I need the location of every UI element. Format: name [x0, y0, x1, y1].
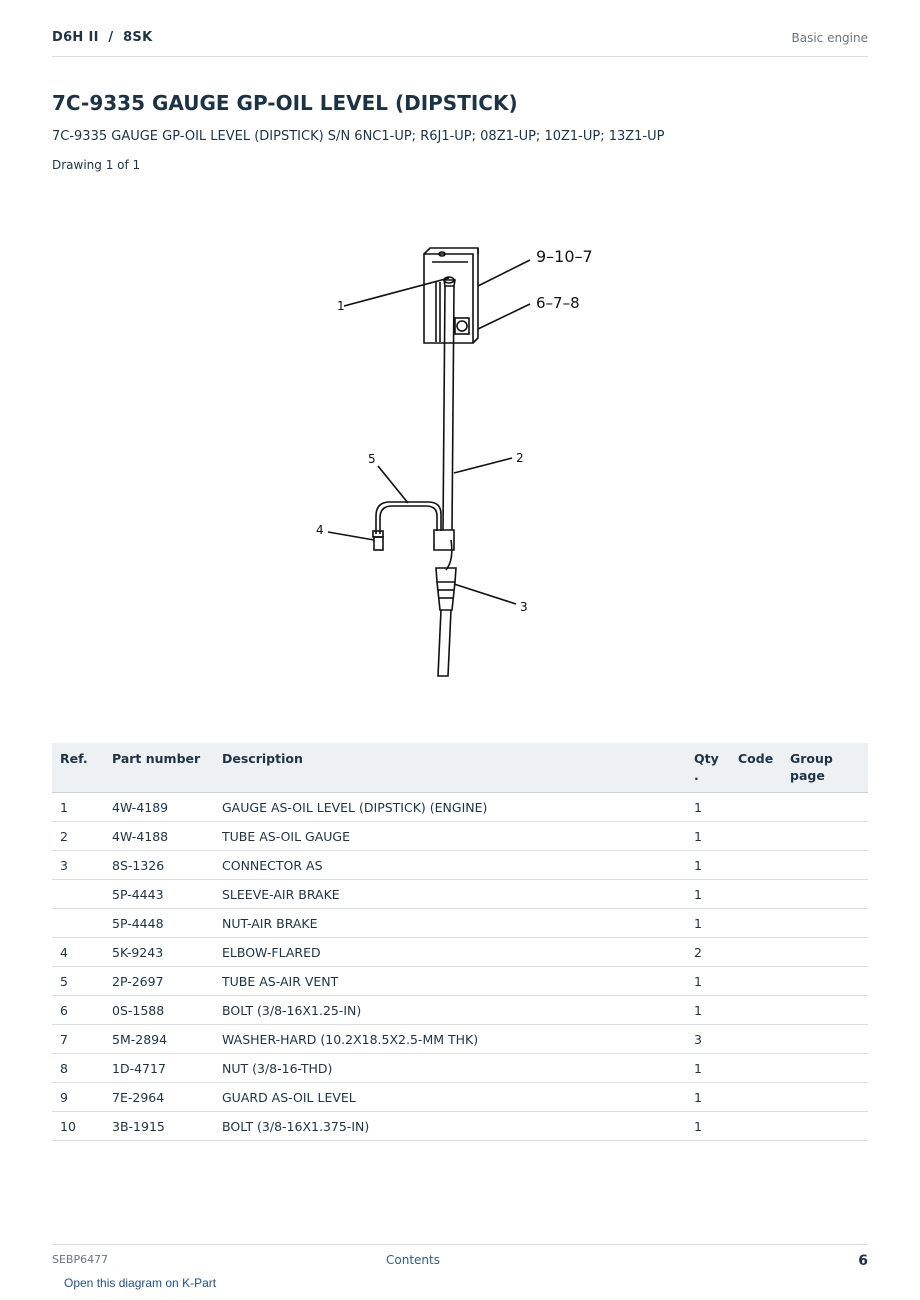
cell-group-page — [782, 1025, 868, 1054]
table-row — [52, 851, 868, 880]
cell-part-number: 3B-1915 — [104, 1112, 214, 1141]
cell-part-number: 7E-2964 — [104, 1083, 214, 1112]
cell-group-page — [782, 1112, 868, 1141]
cell-part-number: 5P-4448 — [104, 909, 214, 938]
callout-2: 2 — [516, 451, 524, 465]
callout-4: 4 — [316, 523, 324, 537]
gauge-tube — [443, 286, 454, 530]
col-code: Code — [730, 743, 782, 793]
cell-ref: 3 — [52, 851, 104, 880]
cell-ref: 4 — [52, 938, 104, 967]
cell-qty: 2 — [686, 938, 730, 967]
cell-group-page — [782, 1054, 868, 1083]
cell-qty: 1 — [686, 1054, 730, 1083]
cell-part-number: 4W-4189 — [104, 793, 214, 822]
cell-group-page — [782, 967, 868, 996]
cell-part-number: 5M-2894 — [104, 1025, 214, 1054]
cell-part-number: 5K-9243 — [104, 938, 214, 967]
cell-description: BOLT (3/8-16X1.375-IN) — [214, 1112, 686, 1141]
cell-code — [730, 793, 782, 822]
cell-part-number: 8S-1326 — [104, 851, 214, 880]
cell-group-page — [782, 822, 868, 851]
cell-code — [730, 851, 782, 880]
col-description: Description — [214, 743, 686, 793]
cell-qty: 1 — [686, 996, 730, 1025]
cell-group-page — [782, 938, 868, 967]
parts-table-body — [52, 793, 868, 1141]
cell-code — [730, 1083, 782, 1112]
cell-description: SLEEVE-AIR BRAKE — [214, 880, 686, 909]
cell-code — [730, 822, 782, 851]
cell-ref — [52, 880, 104, 909]
cell-code — [730, 938, 782, 967]
parts-diagram — [240, 200, 700, 700]
cell-qty: 1 — [686, 793, 730, 822]
cell-description: GAUGE AS-OIL LEVEL (DIPSTICK) (ENGINE) — [214, 793, 686, 822]
col-group-page: Group page — [782, 743, 868, 793]
kpart-diagram-link[interactable]: Open this diagram on K-Part — [64, 1276, 217, 1290]
cell-description: ELBOW-FLARED — [214, 938, 686, 967]
cell-code — [730, 1025, 782, 1054]
cell-group-page — [782, 793, 868, 822]
cell-part-number: 1D-4717 — [104, 1054, 214, 1083]
callout-1: 1 — [337, 299, 345, 313]
callout-3: 3 — [520, 600, 528, 614]
col-ref: Ref. — [52, 743, 104, 793]
cell-code — [730, 909, 782, 938]
table-row — [52, 996, 868, 1025]
cell-qty: 1 — [686, 880, 730, 909]
cell-ref: 9 — [52, 1083, 104, 1112]
cell-code — [730, 1054, 782, 1083]
col-qty: Qty . — [686, 743, 730, 793]
cell-description: TUBE AS-OIL GAUGE — [214, 822, 686, 851]
page-footer — [52, 1244, 868, 1275]
callout-9-10-7: 9–10–7 — [536, 247, 593, 266]
cell-ref: 1 — [52, 793, 104, 822]
cell-ref: 6 — [52, 996, 104, 1025]
cell-part-number: 0S-1588 — [104, 996, 214, 1025]
cell-ref: 7 — [52, 1025, 104, 1054]
table-row — [52, 1025, 868, 1054]
document-id: SEBP6477 — [52, 1253, 109, 1266]
cell-ref: 10 — [52, 1112, 104, 1141]
cell-code — [730, 967, 782, 996]
cell-code — [730, 996, 782, 1025]
section-label: Basic engine — [791, 31, 868, 45]
table-row — [52, 967, 868, 996]
cell-part-number: 4W-4188 — [104, 822, 214, 851]
table-row — [52, 822, 868, 851]
contents-link[interactable]: Contents — [386, 1253, 440, 1267]
cell-group-page — [782, 851, 868, 880]
page-subtitle: 7C-9335 GAUGE GP-OIL LEVEL (DIPSTICK) S/N 6NC1-UP; R6J1-UP; 08Z1-UP; 10Z1-UP; 13Z1-UP — [52, 129, 665, 144]
cell-qty: 1 — [686, 967, 730, 996]
table-row — [52, 909, 868, 938]
cell-group-page — [782, 880, 868, 909]
connector — [436, 568, 456, 582]
cell-ref: 8 — [52, 1054, 104, 1083]
left-elbow — [373, 531, 383, 537]
cell-description: GUARD AS-OIL LEVEL — [214, 1083, 686, 1112]
page-title: 7C-9335 GAUGE GP-OIL LEVEL (DIPSTICK) — [52, 91, 518, 115]
table-row — [52, 1054, 868, 1083]
cell-qty: 1 — [686, 909, 730, 938]
table-row — [52, 880, 868, 909]
page-number: 6 — [858, 1253, 868, 1269]
cell-code — [730, 880, 782, 909]
table-row — [52, 793, 868, 822]
cell-description: TUBE AS-AIR VENT — [214, 967, 686, 996]
cell-group-page — [782, 996, 868, 1025]
cell-code — [730, 1112, 782, 1141]
cell-part-number: 5P-4443 — [104, 880, 214, 909]
col-part-number: Part number — [104, 743, 214, 793]
vent-tube — [380, 506, 437, 534]
cell-part-number: 2P-2697 — [104, 967, 214, 996]
cell-ref: 5 — [52, 967, 104, 996]
cell-group-page — [782, 1083, 868, 1112]
cell-qty: 1 — [686, 1083, 730, 1112]
parts-table — [52, 743, 868, 1141]
cell-ref: 2 — [52, 822, 104, 851]
table-header-row — [52, 743, 868, 793]
cell-qty: 1 — [686, 1112, 730, 1141]
cell-qty: 3 — [686, 1025, 730, 1054]
page-header — [52, 28, 868, 57]
table-row — [52, 1083, 868, 1112]
cell-qty: 1 — [686, 851, 730, 880]
breadcrumb: D6H II / 8SK — [52, 30, 153, 45]
cell-description: WASHER-HARD (10.2X18.5X2.5-MM THK) — [214, 1025, 686, 1054]
cell-description: CONNECTOR AS — [214, 851, 686, 880]
callout-5: 5 — [368, 452, 376, 466]
table-row — [52, 1112, 868, 1141]
drawing-count: Drawing 1 of 1 — [52, 158, 141, 172]
callout-6-7-8: 6–7–8 — [536, 294, 580, 312]
table-row — [52, 938, 868, 967]
cell-ref — [52, 909, 104, 938]
cell-description: NUT-AIR BRAKE — [214, 909, 686, 938]
cell-description: NUT (3/8-16-THD) — [214, 1054, 686, 1083]
cell-group-page — [782, 909, 868, 938]
dipstick-drawing — [240, 200, 700, 700]
cell-description: BOLT (3/8-16X1.25-IN) — [214, 996, 686, 1025]
cell-qty: 1 — [686, 822, 730, 851]
